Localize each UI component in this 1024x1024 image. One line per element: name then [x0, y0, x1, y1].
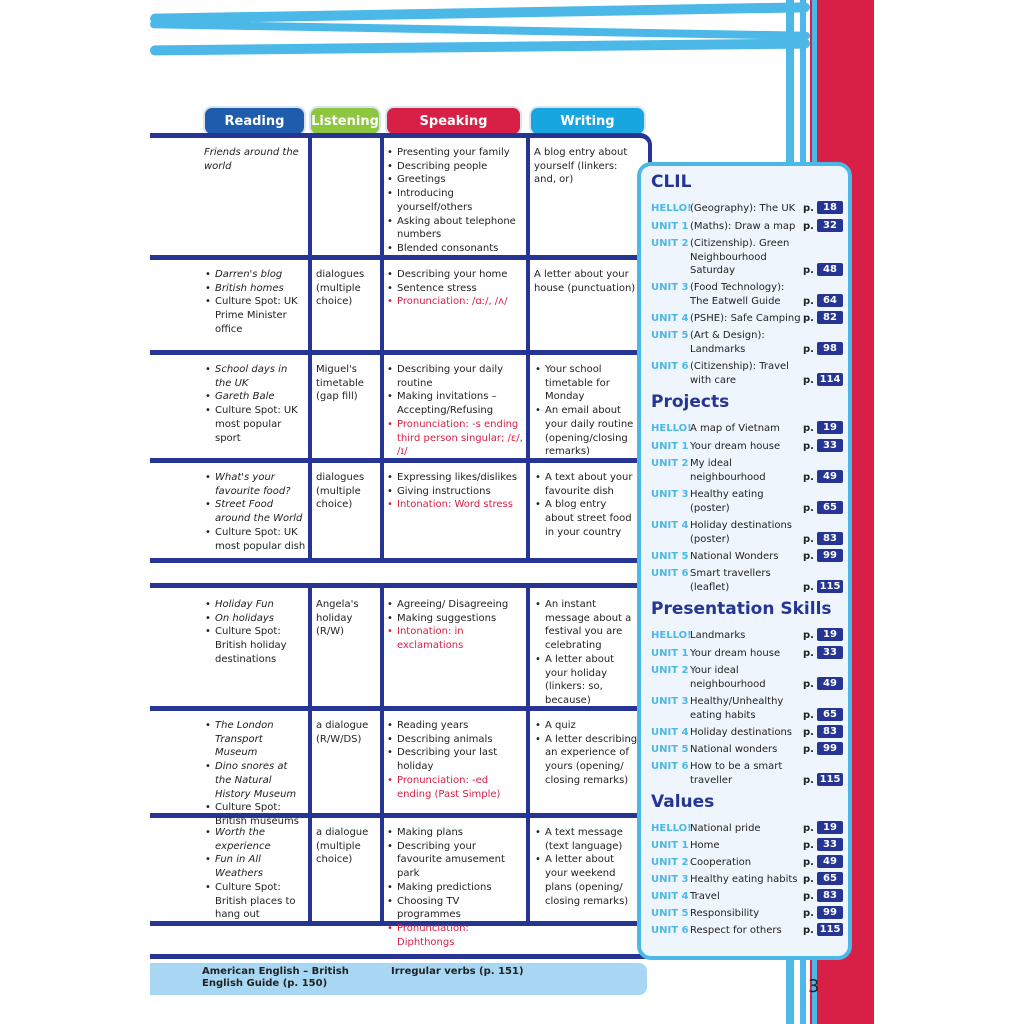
reading-item: • Darren's blog: [204, 268, 306, 282]
writing-item: • A text message (text language): [534, 826, 638, 853]
page-prefix: p.: [803, 581, 814, 593]
table-cell-speaking: [386, 146, 524, 256]
table-column-rule: [308, 588, 312, 709]
reading-item: • Culture Spot: UK most popular dish: [204, 526, 306, 553]
table-column-rule: [526, 709, 530, 816]
table-column-rule: [308, 258, 312, 353]
item-title: Your dream house: [690, 648, 781, 659]
page-number-box: 64: [817, 294, 843, 307]
reading-item: • Culture Spot: UK Prime Minister office: [204, 295, 306, 336]
item-title: Healthy/Unhealthy eating habits: [690, 696, 784, 721]
side-list-item: [651, 457, 841, 484]
writing-item: • Your school timetable for Monday: [534, 363, 638, 404]
page-number-box: 115: [817, 580, 843, 593]
reading-item: • School days in the UK: [204, 363, 306, 390]
side-list-item: [651, 695, 841, 722]
speaking-item: • Describing your last holiday: [386, 746, 524, 773]
page-number-box: 65: [817, 708, 843, 721]
side-list-item: [651, 312, 841, 326]
table-cell-reading: [204, 363, 306, 445]
item-title: (Citizenship): Travel with care: [690, 361, 789, 386]
table-cell-reading: [204, 471, 306, 553]
table-rule: [150, 255, 650, 260]
page-number-box: 98: [817, 342, 843, 355]
reading-item: • Holiday Fun: [204, 598, 306, 612]
unit-label: UNIT 3: [651, 282, 689, 293]
item-title: Responsibility: [690, 908, 760, 919]
page-prefix: p.: [803, 441, 814, 452]
table-cell-reading: [204, 826, 306, 922]
table-cell-speaking: [386, 826, 524, 949]
reading-entry: Friends around the world: [204, 147, 299, 172]
speaking-item: • Pronunciation: /ɑː/, /ʌ/: [386, 295, 524, 309]
writing-list: [534, 598, 638, 708]
reading-item: • The London Transport Museum: [204, 719, 306, 760]
table-column-rule: [308, 461, 312, 563]
speaking-item: • Intonation: in exclamations: [386, 625, 524, 652]
side-list-item: [651, 567, 841, 594]
page-number-box: 115: [817, 773, 843, 786]
speaking-item: • Sentence stress: [386, 282, 524, 296]
table-column-rule: [308, 353, 312, 461]
item-title: Healthy eating habits: [690, 874, 798, 885]
item-title: Cooperation: [690, 857, 752, 868]
table-column-rule: [380, 588, 384, 709]
table-column-rule: [526, 136, 530, 258]
table-cell-writing: [534, 268, 638, 295]
speaking-item: • Making predictions: [386, 881, 524, 895]
page-prefix: p.: [803, 857, 814, 868]
item-title: (PSHE): Safe Camping: [690, 313, 801, 324]
page-number-box: 48: [817, 263, 843, 276]
page-prefix: p.: [803, 744, 814, 755]
speaking-list: [386, 471, 524, 512]
unit-label: UNIT 6: [651, 761, 689, 772]
page-number-box: 83: [817, 725, 843, 738]
unit-label: UNIT 4: [651, 313, 689, 324]
item-title: (Art & Design): Landmarks: [690, 330, 765, 355]
table-cell-speaking: [386, 471, 524, 512]
page-number-box: 19: [817, 821, 843, 834]
table-cell-speaking: [386, 598, 524, 653]
writing-item: • A text about your favourite dish: [534, 471, 638, 498]
page-number-box: 82: [817, 311, 843, 324]
speaking-item: • Describing your home: [386, 268, 524, 282]
reading-item: • Dino snores at the Natural History Museum: [204, 760, 306, 801]
item-title: A map of Vietnam: [690, 423, 780, 434]
writing-entry: A letter about your house (punctuation): [534, 269, 636, 294]
table-cell-writing: [534, 471, 638, 540]
table-rule: [150, 558, 650, 563]
page-prefix: p.: [803, 221, 814, 232]
speaking-list: [386, 363, 524, 459]
speaking-list: [386, 826, 524, 949]
table-cell-listening: [316, 268, 378, 309]
table-cell-reading: [204, 146, 306, 173]
listening-entry: dialogues (multiple choice): [316, 269, 365, 308]
speaking-item: • Agreeing/ Disagreeing: [386, 598, 524, 612]
page-prefix: p.: [803, 678, 814, 690]
speaking-item: • Asking about telephone numbers: [386, 215, 524, 242]
side-list-item: [651, 924, 841, 938]
speaking-item: • Making invitations – Accepting/Refusing: [386, 390, 524, 417]
page-number-box: 65: [817, 501, 843, 514]
table-column-rule: [380, 136, 384, 258]
page-number-box: 33: [817, 838, 843, 851]
reading-item: • Street Food around the World: [204, 498, 306, 525]
header-reading: Reading: [205, 108, 304, 134]
section-title-clil: CLIL: [651, 172, 692, 192]
table-cell-writing: [534, 719, 638, 788]
speaking-list: [386, 719, 524, 801]
writing-item: • A letter about your holiday (linkers: so, because): [534, 653, 638, 708]
table-column-rule: [380, 461, 384, 563]
speaking-item: • Describing your favourite amusement park: [386, 840, 524, 881]
speaking-item: • Presenting your family: [386, 146, 524, 160]
reading-item: • Culture Spot: British holiday destinations: [204, 625, 306, 666]
speaking-item: • Making plans: [386, 826, 524, 840]
reading-list: [204, 719, 306, 829]
table-cell-speaking: [386, 268, 524, 309]
writing-list: [534, 826, 638, 908]
page-number-box: 18: [817, 201, 843, 214]
page-number-box: 115: [817, 923, 843, 936]
page-prefix: p.: [803, 203, 814, 214]
listening-entry: dialogues (multiple choice): [316, 472, 365, 511]
table-cell-listening: [316, 598, 378, 639]
item-title: (Food Technology): The Eatwell Guide: [690, 282, 785, 307]
speaking-list: [386, 146, 524, 256]
item-title: Travel: [690, 891, 720, 902]
page-number-box: 99: [817, 742, 843, 755]
reading-item: • Culture Spot: British places to hang out: [204, 881, 306, 922]
page-prefix: p.: [803, 630, 814, 641]
reading-list: [204, 471, 306, 553]
unit-label: HELLO!: [651, 203, 692, 214]
item-title: Holiday destinations (poster): [690, 520, 793, 545]
page-number: 3: [808, 976, 820, 997]
item-title: (Citizenship). Green Neighbourhood Saturday: [690, 238, 790, 276]
reading-list: [204, 826, 306, 922]
page-prefix: p.: [803, 727, 814, 738]
page-number-box: 19: [817, 628, 843, 641]
side-list-item: [651, 440, 841, 454]
table-cell-listening: [316, 363, 378, 404]
table-column-rule: [526, 588, 530, 709]
unit-label: UNIT 6: [651, 568, 689, 579]
unit-label: UNIT 5: [651, 551, 689, 562]
side-list-item: [651, 422, 841, 436]
item-title: How to be a smart traveller: [690, 761, 783, 786]
speaking-item: • Expressing likes/dislikes: [386, 471, 524, 485]
table-column-rule: [380, 709, 384, 816]
table-rule: [150, 350, 650, 355]
writing-entry: A blog entry about yourself (linkers: and, or): [534, 147, 628, 186]
reading-list: [204, 268, 306, 337]
page-prefix: p.: [803, 374, 814, 386]
item-title: National wonders: [690, 744, 778, 755]
side-list-item: [651, 519, 841, 546]
unit-label: UNIT 3: [651, 874, 689, 885]
reading-item: • Gareth Bale: [204, 390, 306, 404]
speaking-list: [386, 268, 524, 309]
page-prefix: p.: [803, 471, 814, 483]
unit-label: UNIT 1: [651, 648, 689, 659]
item-title: Landmarks: [690, 630, 746, 641]
header-speaking: Speaking: [387, 108, 520, 134]
side-list-item: [651, 360, 841, 387]
side-list-item: [651, 822, 841, 836]
page-prefix: p.: [803, 774, 814, 786]
unit-label: HELLO!: [651, 823, 692, 834]
table-column-rule: [380, 353, 384, 461]
table-column-rule: [308, 709, 312, 816]
table-corner: [636, 133, 652, 150]
table-column-rule: [308, 816, 312, 924]
reading-item: • On holidays: [204, 612, 306, 626]
page-prefix: p.: [803, 840, 814, 851]
table-column-rule: [526, 258, 530, 353]
side-list-item: [651, 907, 841, 921]
table-cell-reading: [204, 268, 306, 337]
unit-label: UNIT 5: [651, 744, 689, 755]
page-number-box: 83: [817, 889, 843, 902]
unit-label: UNIT 4: [651, 520, 689, 531]
writing-item: • An email about your daily routine (opening/closing remarks): [534, 404, 638, 459]
item-title: National pride: [690, 823, 761, 834]
page-prefix: p.: [803, 823, 814, 834]
side-list-item: [651, 726, 841, 740]
table-cell-writing: [534, 363, 638, 459]
table-cell-writing: [534, 146, 638, 187]
writing-item: • A letter about your weekend plans (opening/ closing remarks): [534, 853, 638, 908]
page-prefix: p.: [803, 874, 814, 885]
side-list-item: [651, 202, 841, 216]
item-title: (Maths): Draw a map: [690, 221, 796, 232]
side-list-item: [651, 890, 841, 904]
unit-label: UNIT 3: [651, 696, 689, 707]
page-prefix: p.: [803, 265, 814, 276]
header-writing: Writing: [531, 108, 644, 134]
table-cell-reading: [204, 719, 306, 829]
table-column-rule: [308, 136, 312, 258]
footer-guide-link: American English – British English Guide (p. 150): [202, 966, 349, 989]
page-number-box: 33: [817, 646, 843, 659]
writing-list: [534, 363, 638, 459]
page-prefix: p.: [803, 925, 814, 936]
page-prefix: p.: [803, 908, 814, 919]
section-title-projects: Projects: [651, 392, 730, 412]
table-cell-writing: [534, 826, 638, 908]
writing-item: • A blog entry about street food in your country: [534, 498, 638, 539]
speaking-item: • Pronunciation: -s ending third person singular; /ɛ/, /ɪ/: [386, 418, 524, 459]
speaking-item: • Choosing TV programmes: [386, 895, 524, 922]
item-title: Respect for others: [690, 925, 782, 936]
page-prefix: p.: [803, 423, 814, 434]
writing-item: • An instant message about a festival you are celebrating: [534, 598, 638, 653]
page-number-box: 49: [817, 855, 843, 868]
item-title: (Geography): The UK: [690, 203, 796, 214]
speaking-item: • Making suggestions: [386, 612, 524, 626]
unit-label: UNIT 1: [651, 441, 689, 452]
item-title: My ideal neighbourhood: [690, 458, 766, 483]
speaking-item: • Blended consonants: [386, 242, 524, 256]
side-list-item: [651, 329, 841, 356]
unit-label: UNIT 6: [651, 361, 689, 372]
page-prefix: p.: [803, 343, 814, 355]
page-prefix: p.: [803, 551, 814, 562]
footer-irregular-verbs: Irregular verbs (p. 151): [391, 966, 524, 977]
unit-label: UNIT 3: [651, 489, 689, 500]
table-column-rule: [380, 258, 384, 353]
side-list-item: [651, 856, 841, 870]
side-list-item: [651, 281, 841, 308]
header-listening: Listening: [311, 108, 379, 134]
reading-item: • What's your favourite food?: [204, 471, 306, 498]
unit-label: UNIT 2: [651, 238, 689, 249]
page-prefix: p.: [803, 891, 814, 902]
side-list-item: [651, 647, 841, 661]
speaking-item: • Intonation: Word stress: [386, 498, 524, 512]
speaking-item: • Describing your daily routine: [386, 363, 524, 390]
table-column-rule: [526, 461, 530, 563]
page-number-box: 49: [817, 677, 843, 690]
listening-entry: Miguel's timetable (gap fill): [316, 364, 364, 403]
page-prefix: p.: [803, 502, 814, 514]
side-list-item: [651, 220, 841, 234]
speaking-list: [386, 598, 524, 653]
speaking-item: • Reading years: [386, 719, 524, 733]
reading-item: • Fun in All Weathers: [204, 853, 306, 880]
side-list-item: [651, 760, 841, 787]
writing-list: [534, 471, 638, 540]
reading-list: [204, 363, 306, 445]
table-rule: [150, 583, 650, 588]
reading-item: • Worth the experience: [204, 826, 306, 853]
item-title: Smart travellers (leaflet): [690, 568, 771, 593]
reading-item: • British homes: [204, 282, 306, 296]
writing-list: [534, 719, 638, 788]
unit-label: UNIT 2: [651, 665, 689, 676]
side-list-item: [651, 629, 841, 643]
speaking-item: • Describing people: [386, 160, 524, 174]
table-column-rule: [526, 353, 530, 461]
unit-label: UNIT 5: [651, 908, 689, 919]
side-list-item: [651, 664, 841, 691]
speaking-item: • Describing animals: [386, 733, 524, 747]
side-panel: [637, 162, 852, 960]
item-title: National Wonders: [690, 551, 779, 562]
page-number-box: 99: [817, 906, 843, 919]
table-cell-reading: [204, 598, 306, 667]
page-number-box: 19: [817, 421, 843, 434]
speaking-item: • Pronunciation: -ed ending (Past Simple): [386, 774, 524, 801]
speaking-item: • Giving instructions: [386, 485, 524, 499]
page-number-box: 65: [817, 872, 843, 885]
side-list-item: [651, 550, 841, 564]
page-prefix: p.: [803, 533, 814, 545]
table-cell-speaking: [386, 363, 524, 459]
speaking-item: • Pronunciation: Diphthongs: [386, 922, 524, 949]
page-prefix: p.: [803, 295, 814, 307]
table-cell-listening: [316, 719, 378, 746]
page-number-box: 49: [817, 470, 843, 483]
page-number-box: 33: [817, 439, 843, 452]
item-title: Your dream house: [690, 441, 781, 452]
side-list-item: [651, 237, 841, 278]
listening-entry: a dialogue (R/W/DS): [316, 720, 369, 745]
speaking-item: • Introducing yourself/others: [386, 187, 524, 214]
item-title: Your ideal neighbourhood: [690, 665, 766, 690]
unit-label: UNIT 4: [651, 727, 689, 738]
writing-item: • A quiz: [534, 719, 638, 733]
listening-entry: Angela's holiday (R/W): [316, 599, 359, 638]
page-prefix: p.: [803, 648, 814, 659]
unit-label: HELLO!: [651, 423, 692, 434]
reading-list: [204, 598, 306, 667]
side-list-item: [651, 873, 841, 887]
listening-entry: a dialogue (multiple choice): [316, 827, 369, 866]
side-list-item: [651, 839, 841, 853]
page-prefix: p.: [803, 709, 814, 721]
speaking-item: • Greetings: [386, 173, 524, 187]
unit-label: UNIT 6: [651, 925, 689, 936]
section-title-presentation: Presentation Skills: [651, 599, 832, 619]
table-cell-writing: [534, 598, 638, 708]
table-column-rule: [380, 816, 384, 924]
table-rule: [150, 133, 638, 138]
item-title: Home: [690, 840, 720, 851]
page-number-box: 114: [817, 373, 843, 386]
reading-item: • Culture Spot: UK most popular sport: [204, 404, 306, 445]
item-title: Holiday destinations: [690, 727, 793, 738]
side-list-item: [651, 743, 841, 757]
unit-label: UNIT 1: [651, 221, 689, 232]
table-rule: [150, 954, 650, 959]
section-title-values: Values: [651, 792, 715, 812]
contents-table: [150, 136, 650, 958]
side-list-item: [651, 488, 841, 515]
writing-item: • A letter describing an experience of yours (opening/ closing remarks): [534, 733, 638, 788]
unit-label: UNIT 1: [651, 840, 689, 851]
unit-label: UNIT 4: [651, 891, 689, 902]
unit-label: UNIT 2: [651, 458, 689, 469]
table-column-rule: [526, 816, 530, 924]
unit-label: HELLO!: [651, 630, 692, 641]
table-cell-listening: [316, 826, 378, 867]
item-title: Healthy eating (poster): [690, 489, 764, 514]
table-cell-listening: [316, 471, 378, 512]
unit-label: UNIT 5: [651, 330, 689, 341]
table-cell-speaking: [386, 719, 524, 801]
reading-item: • Culture Spot: British museums: [204, 801, 306, 828]
page-number-box: 83: [817, 532, 843, 545]
unit-label: UNIT 2: [651, 857, 689, 868]
page-prefix: p.: [803, 313, 814, 324]
page-number-box: 99: [817, 549, 843, 562]
page-number-box: 32: [817, 219, 843, 232]
